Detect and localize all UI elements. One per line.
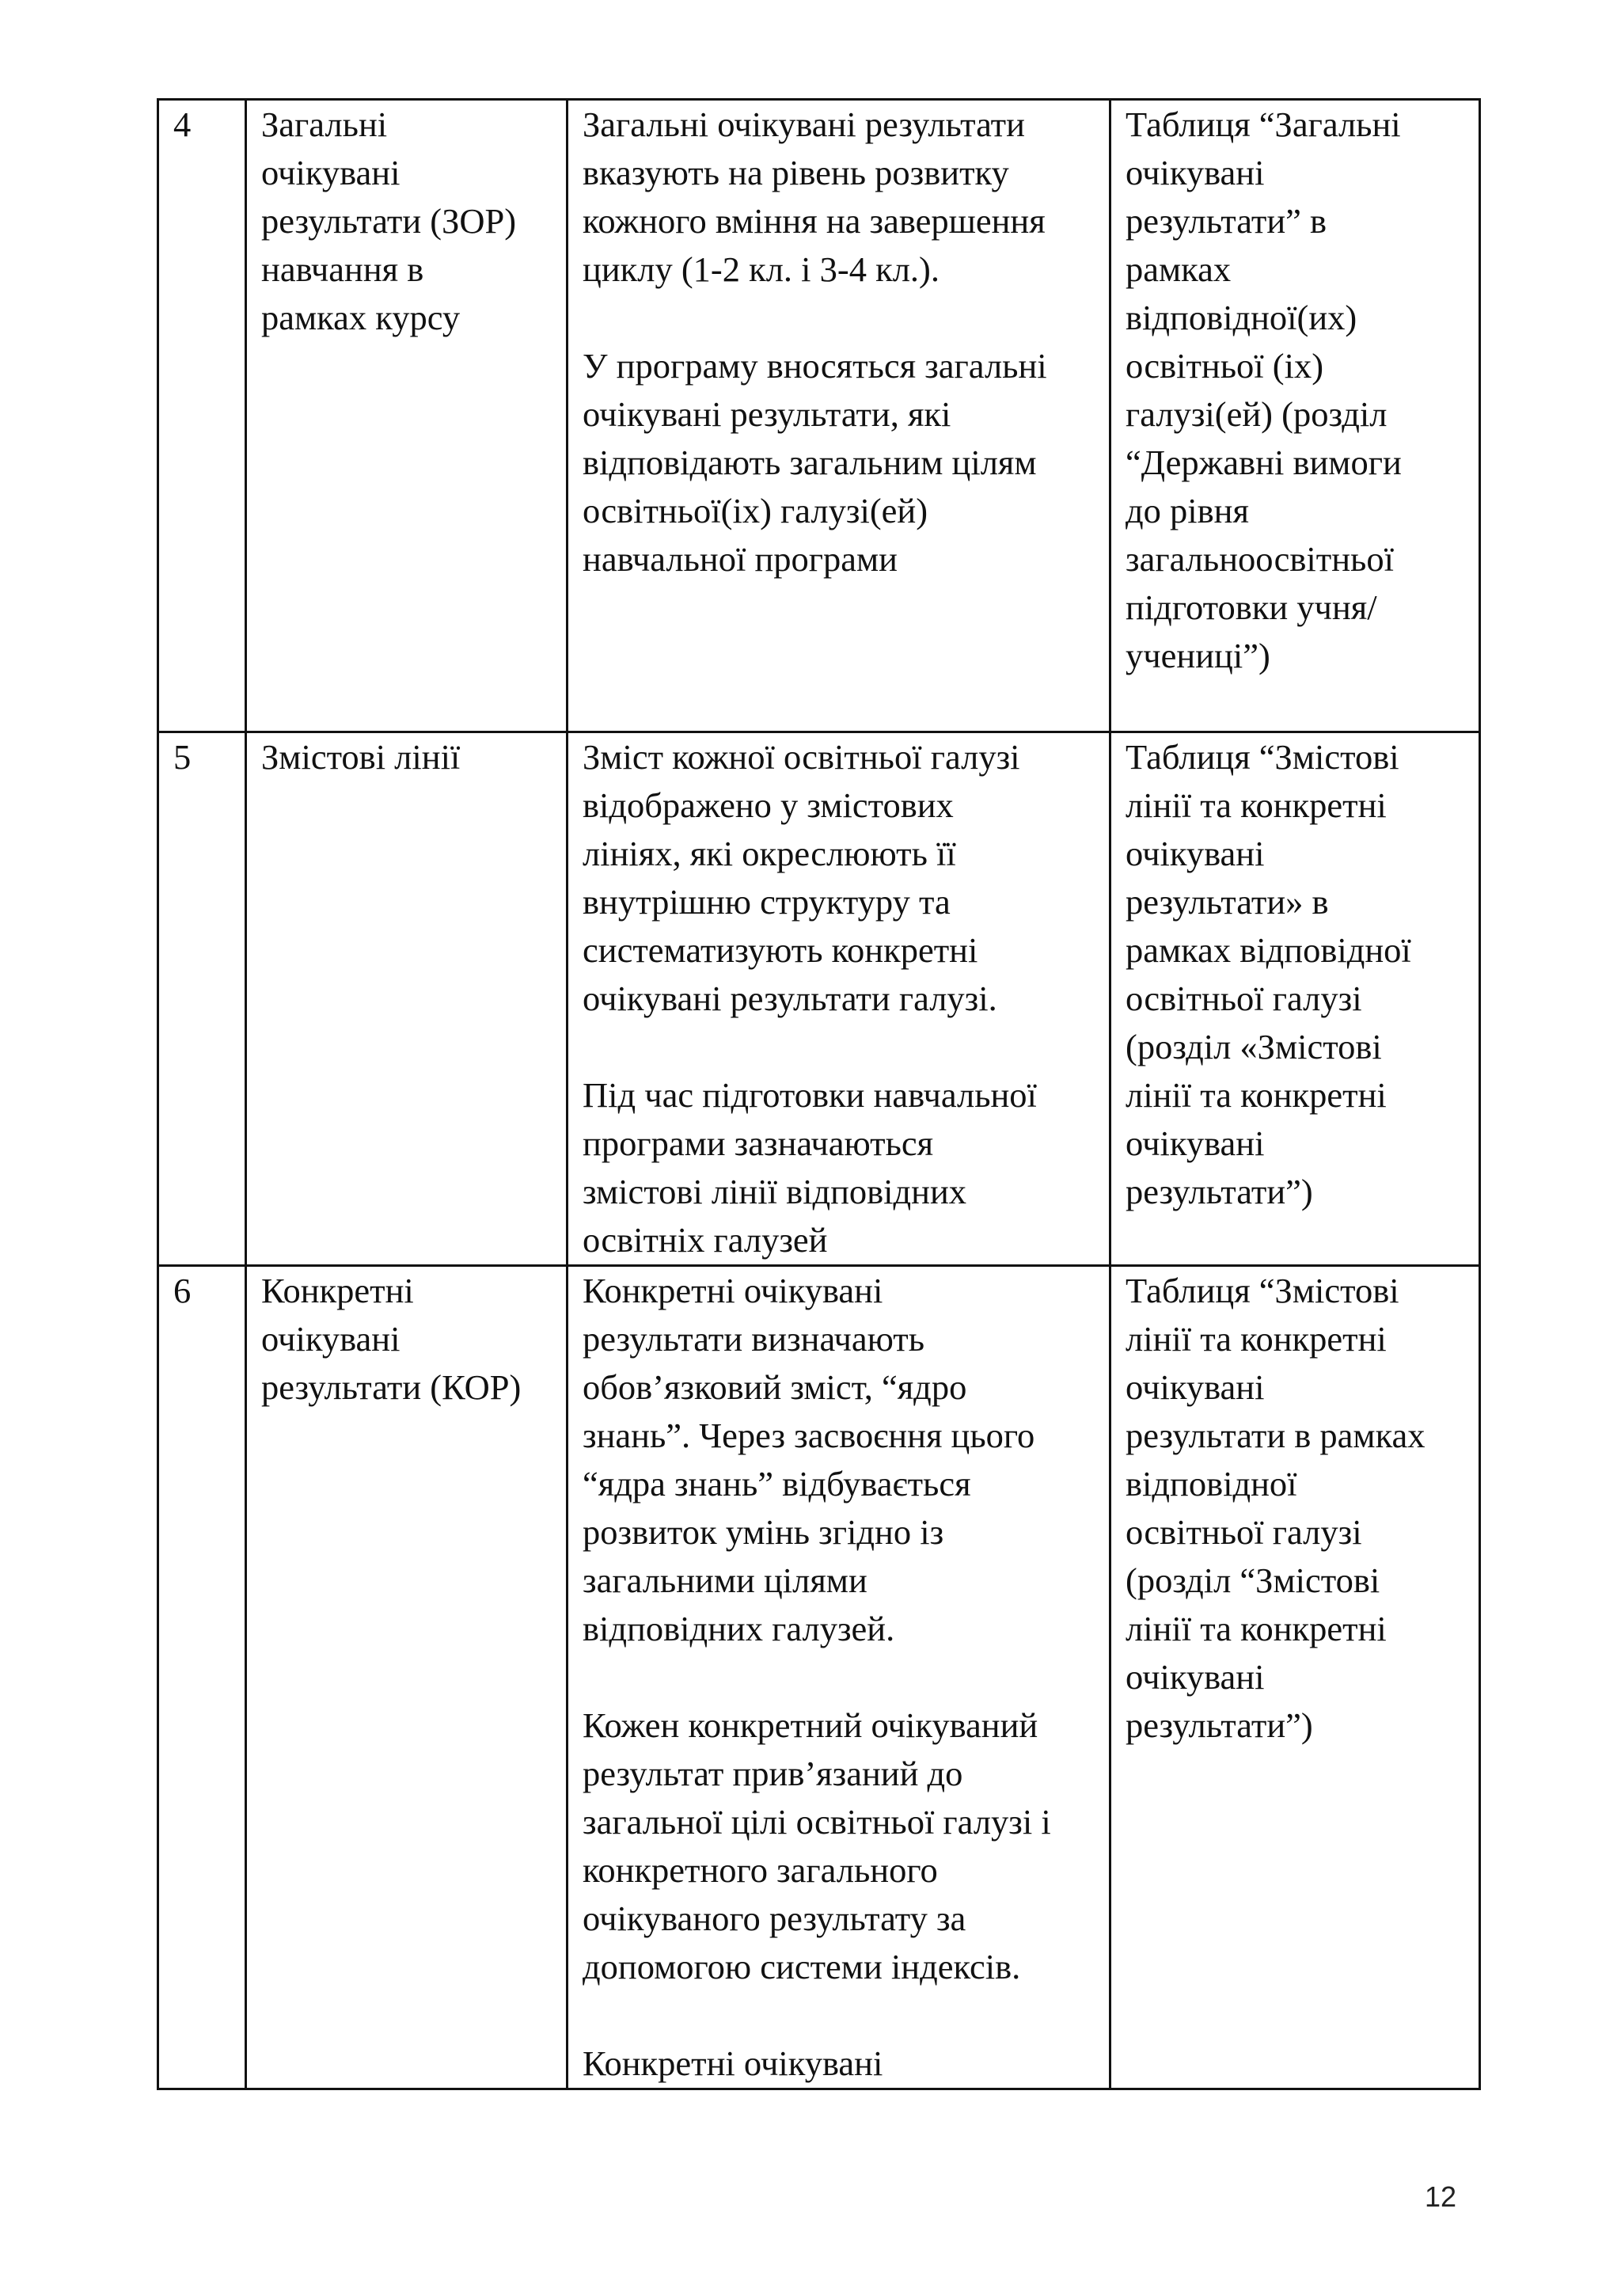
row-number: 5 <box>158 732 246 1266</box>
component-description <box>568 1266 1110 2089</box>
component-name: Конкретні очікувані результати (КОР) <box>246 1266 568 2089</box>
table-row <box>158 100 1480 732</box>
description-paragraph: Загальні очікувані результати вказують на рівень розвитку кожного вміння на завершення циклу (1-2 кл. і 3-4 кл.). <box>583 105 1046 289</box>
row-number: 4 <box>158 100 246 732</box>
component-name: Змістові лінії <box>246 732 568 1266</box>
program-structure-table <box>157 98 1481 2090</box>
description-paragraph: Кожен конкретний очікуваний результат прив’язаний до загальної цілі освітньої галузі і конкретного загального очікуваного результату за допомогою системи індексів. <box>583 1705 1051 1986</box>
description-paragraph: Конкретні очікувані результати визначають обов’язковий зміст, “ядро знань”. Через засвоєння цього “ядра знань” відбувається розвиток умінь згідно із загальними цілями відповідних галузей. <box>583 1271 1035 1648</box>
component-description <box>568 732 1110 1266</box>
description-paragraph: Конкретні очікувані <box>583 2043 883 2083</box>
row-number: 6 <box>158 1266 246 2089</box>
table-row <box>158 732 1480 1266</box>
description-paragraph: Зміст кожної освітньої галузі відображено у змістових лініях, які окреслюють її внутрішню структуру та систематизують конкретні очікувані результати галузі. <box>583 737 1020 1018</box>
component-source: Таблиця “Змістові лінії та конкретні очікувані результати» в рамках відповідної освітньої галузі (розділ «Змістові лінії та конкретні очікувані результати”) <box>1110 732 1480 1266</box>
component-name: Загальні очікувані результати (ЗОР) навчання в рамках курсу <box>246 100 568 732</box>
description-paragraph: У програму вносяться загальні очікувані результати, які відповідають загальним цілям освітньої(іх) галузі(ей) навчальної програми <box>583 346 1047 579</box>
component-description <box>568 100 1110 732</box>
component-source: Таблиця “Змістові лінії та конкретні очікувані результати в рамках відповідної освітньої галузі (розділ “Змістові лінії та конкретні очікувані результати”) <box>1110 1266 1480 2089</box>
component-source: Таблиця “Загальні очікувані результати” в рамках відповідної(их) освітньої (іх) галузі(ей) (розділ “Державні вимоги до рівня загальноосвітньої підготовки учня/ учениці”) <box>1110 100 1480 732</box>
page-number: 12 <box>1424 2180 1456 2213</box>
table-row <box>158 1266 1480 2089</box>
description-paragraph: Під час підготовки навчальної програми зазначаються змістові лінії відповідних освітніх галузей <box>583 1075 1037 1260</box>
